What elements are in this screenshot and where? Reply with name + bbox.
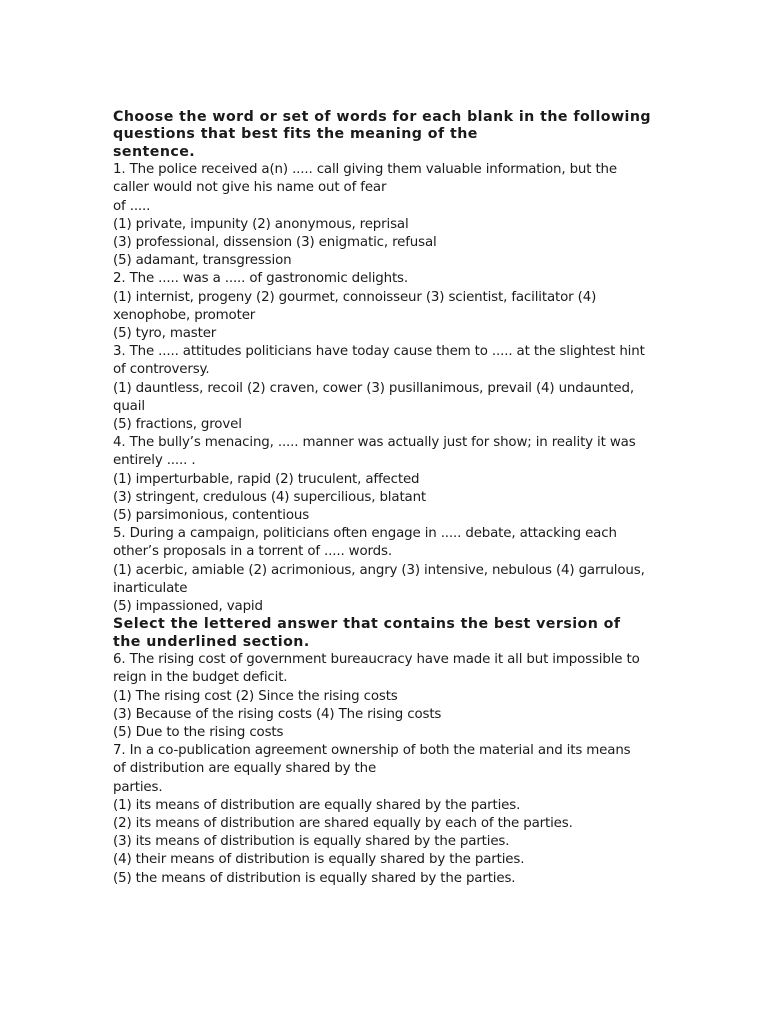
question-line-22: other’s proposals in a torrent of ..... words. (113, 544, 392, 560)
questions-block-2 (113, 651, 658, 888)
instruction-line-2: questions that best fits the meaning of the (113, 126, 478, 143)
question-line-12: (4) their means of distribution is equally shared by the parties. (113, 852, 525, 868)
question-line-4: (3) Because of the rising costs (4) The rising costs (113, 706, 442, 722)
question-line-1: 6. The rising cost of government bureaucracy have made it all but impossible to (113, 652, 640, 668)
question-line-4: (1) private, impunity (2) anonymous, reprisal (113, 216, 409, 232)
question-line-6: 7. In a co-publication agreement ownership of both the material and its means (113, 743, 631, 759)
question-line-13: (1) dauntless, recoil (2) craven, cower (3) pusillanimous, prevail (4) undaunted, (113, 380, 634, 396)
question-line-20: (5) parsimonious, contentious (113, 508, 310, 524)
question-line-7: of distribution are equally shared by the (113, 761, 377, 777)
instruction-block-1 (113, 109, 658, 161)
question-line-8: parties. (113, 779, 163, 795)
instruction-line-1: Choose the word or set of words for each blank in the following (113, 109, 652, 125)
questions-block-1 (113, 161, 658, 616)
question-line-17: entirely ..... . (113, 453, 196, 469)
question-line-7: 2. The ..... was a ..... of gastronomic delights. (113, 271, 408, 287)
question-line-10: (2) its means of distribution are shared equally by each of the parties. (113, 815, 573, 831)
question-line-21: 5. During a campaign, politicians often engage in ..... debate, attacking each (113, 526, 617, 542)
question-line-2: reign in the budget deficit. (113, 670, 288, 686)
question-line-11: 3. The ..... attitudes politicians have today cause them to ..... at the slightest hint (113, 344, 645, 360)
question-line-3: of ..... (113, 198, 151, 214)
question-line-19: (3) stringent, credulous (4) supercilious, blatant (113, 489, 427, 505)
question-line-11: (3) its means of distribution is equally shared by the parties. (113, 834, 510, 850)
question-line-5: (3) professional, dissension (3) enigmatic, refusal (113, 235, 437, 251)
question-line-2: caller would not give his name out of fear (113, 180, 387, 196)
instruction-line-1: Select the lettered answer that contains the best version of (113, 616, 621, 633)
instruction-block-2 (113, 616, 658, 651)
question-line-23: (1) acerbic, amiable (2) acrimonious, angry (3) intensive, nebulous (4) garrulous, (113, 562, 645, 578)
question-line-9: xenophobe, promoter (113, 307, 256, 323)
question-line-6: (5) adamant, transgression (113, 253, 292, 269)
question-line-16: 4. The bully’s menacing, ..... manner was actually just for show; in reality it was (113, 435, 636, 451)
question-line-8: (1) internist, progeny (2) gourmet, connoisseur (3) scientist, facilitator (4) (113, 289, 597, 305)
instruction-line-3: sentence. (113, 143, 196, 160)
question-line-12: of controversy. (113, 362, 210, 378)
question-line-25: (5) impassioned, vapid (113, 599, 263, 615)
question-line-24: inarticulate (113, 580, 188, 596)
document-page (113, 109, 658, 888)
question-line-10: (5) tyro, master (113, 326, 217, 342)
instruction-line-2: the underlined section. (113, 633, 310, 650)
question-line-14: quail (113, 398, 145, 414)
question-line-1: 1. The police received a(n) ..... call giving them valuable information, but the (113, 162, 617, 178)
question-line-18: (1) imperturbable, rapid (2) truculent, affected (113, 471, 420, 487)
question-line-13: (5) the means of distribution is equally shared by the parties. (113, 870, 516, 886)
question-line-3: (1) The rising cost (2) Since the rising costs (113, 688, 398, 704)
question-line-9: (1) its means of distribution are equally shared by the parties. (113, 797, 521, 813)
question-line-5: (5) Due to the rising costs (113, 724, 284, 740)
question-line-15: (5) fractions, grovel (113, 417, 242, 433)
